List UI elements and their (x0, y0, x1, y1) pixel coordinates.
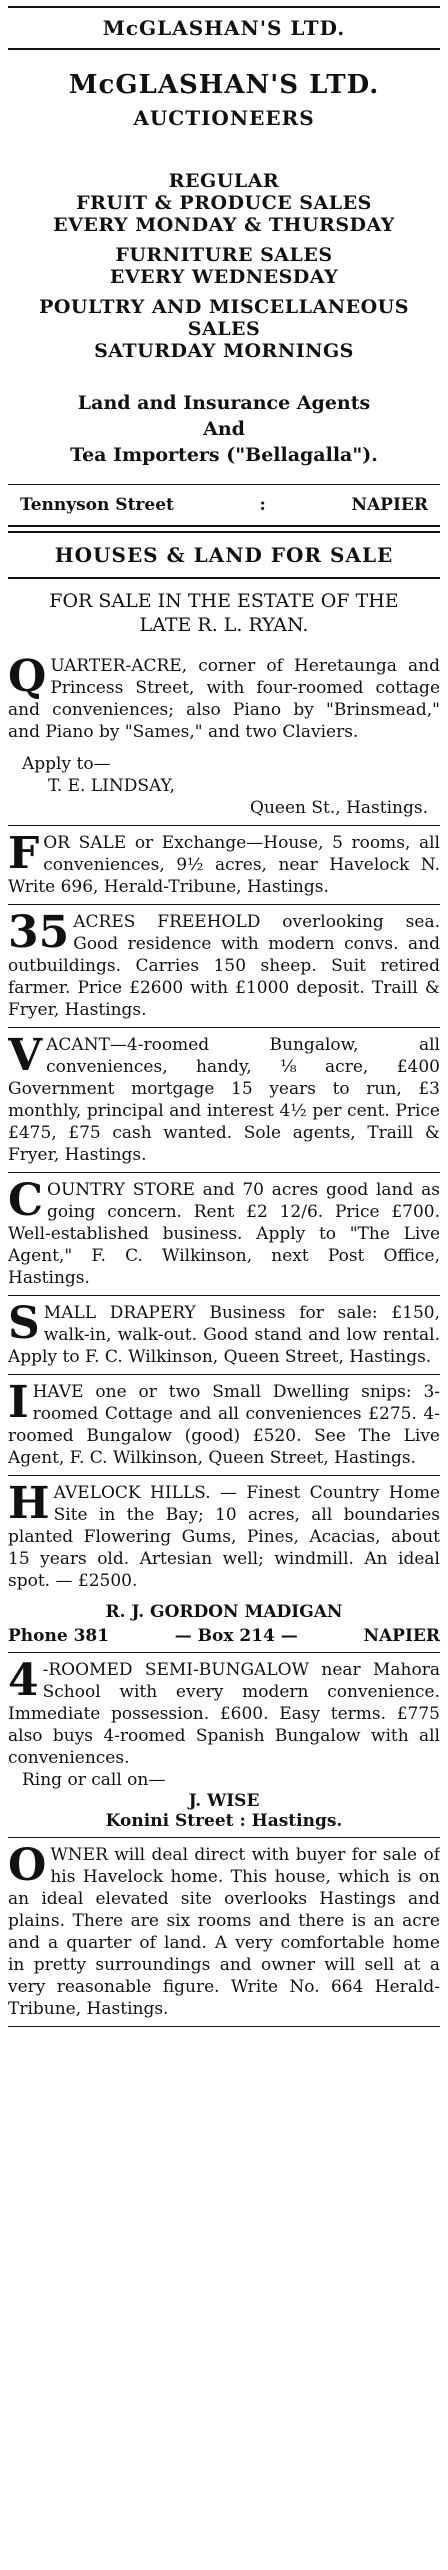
estate-title-line: FOR SALE IN THE ESTATE OF THE (49, 590, 399, 612)
drop-cap: S (8, 1302, 40, 1349)
ad-dwelling-snips (8, 1381, 440, 1469)
ad-text: OUNTRY STORE and 70 acres good land as going concern. Rent £2 12/6. Price £700. Well-established business. Apply to "The Live Agent," F. C. Wilkinson, next Post Office, Hastings. (8, 1180, 440, 1288)
rule (8, 904, 440, 905)
section-heading: HOUSES & LAND FOR SALE (54, 543, 394, 567)
agents-line: Tea Importers ("Bellagalla"). (70, 444, 378, 466)
drop-cap: 35 (8, 911, 70, 958)
drop-cap: 4 (8, 1659, 39, 1706)
town: NAPIER (351, 495, 428, 515)
sales-line: SALES (187, 318, 261, 340)
drop-cap: V (8, 1034, 43, 1081)
ad-quarter-acre (8, 655, 440, 743)
top-rule (8, 6, 440, 8)
auctioneers-heading: AUCTIONEERS (133, 106, 315, 130)
sales-line: REGULAR (168, 170, 280, 192)
rule (8, 1837, 440, 1838)
ad-havelock-hills (8, 1482, 440, 1592)
ad-text: -ROOMED SEMI-BUNGALOW near Mahora School with every modern convenience. Immediate possession. £600. Easy terms. £775 also buys 4-roomed Spanish Bungalow with all conveniences. (8, 1660, 440, 1768)
company-name: McGLASHAN'S LTD. (68, 70, 380, 100)
drop-cap: Q (8, 655, 47, 702)
rule (8, 1475, 440, 1476)
drop-cap: H (8, 1482, 50, 1529)
separator: : (259, 495, 266, 515)
ad-text: WNER will deal direct with buyer for sale of his Havelock home. This house, which is on an ideal elevated site overlooks Hastings and plains. There are six rooms and there is an acre and a quarter of land. A very comfortable home in pretty surroundings and owner will sell at a very reasonable figure. Write No. 664 Herald-Tribune, Hastings. (8, 1845, 440, 2019)
phone: Phone 381 (8, 1626, 110, 1646)
ad-for-sale (8, 832, 440, 898)
sales-line: POULTRY AND MISCELLANEOUS (39, 296, 409, 318)
estate-heading (8, 589, 440, 637)
drop-cap: F (8, 832, 40, 879)
agents-block (8, 390, 440, 468)
town: NAPIER (363, 1626, 440, 1646)
estate-title-line: LATE R. L. RYAN. (139, 614, 309, 636)
rule (8, 577, 440, 579)
madigan-contact (8, 1626, 440, 1646)
wise-name: J. WISE (188, 1791, 260, 1811)
agents-line: And (203, 418, 245, 440)
ad-text: ACANT—4-roomed Bungalow, all conveniences, handy, ⅛ acre, £400 Government mortgage 15 years to run, £3 monthly, principal and interest 4½ per cent. Price £475, £75 cash wanted. Sole agents, Traill & Fryer, Hastings. (8, 1035, 440, 1165)
wise-address: Konini Street : Hastings. (105, 1811, 343, 1831)
ad-text: MALL DRAPERY Business for sale: £150, walk-in, walk-out. Good stand and low rental. Apply to F. C. Wilkinson, Queen Street, Hastings. (8, 1303, 440, 1367)
drop-cap: I (8, 1381, 29, 1428)
rule (8, 1374, 440, 1375)
rule (8, 1652, 440, 1653)
rule (8, 1295, 440, 1296)
sales-line: FURNITURE SALES (115, 244, 333, 266)
ad-vacant (8, 1034, 440, 1166)
sales-line: EVERY MONDAY & THURSDAY (53, 214, 395, 236)
agent-name: T. E. LINDSAY, (48, 776, 176, 796)
rule (8, 484, 440, 485)
rule (8, 525, 440, 527)
ad-text: OR SALE or Exchange—House, 5 rooms, all conveniences, 9½ acres, near Havelock N. Write 696, Herald-Tribune, Hastings. (8, 833, 440, 897)
sales-block (8, 170, 440, 362)
rule (8, 825, 440, 826)
drop-cap: O (8, 1844, 47, 1891)
sales-line: EVERY WEDNESDAY (109, 266, 339, 288)
ad-35-acres (8, 911, 440, 1021)
rule (8, 1027, 440, 1028)
address-line (20, 495, 428, 515)
drop-cap: C (8, 1179, 44, 1226)
agent-address: Queen St., Hastings. (250, 798, 428, 818)
ad-text: HAVE one or two Small Dwelling snips: 3-roomed Cottage and all conveniences £275. 4-roomed Bungalow (good) £520. See The Live Agent, F. C. Wilkinson, Queen Street, Hastings. (8, 1382, 440, 1468)
masthead-small: McGLASHAN'S LTD. (102, 16, 346, 40)
rule (8, 1172, 440, 1173)
box: — Box 214 — (174, 1626, 298, 1646)
rule (8, 2026, 440, 2027)
sales-line: FRUIT & PRODUCE SALES (76, 192, 372, 214)
rule (8, 48, 440, 50)
agents-line: Land and Insurance Agents (77, 392, 371, 414)
ring-call: Ring or call on— (22, 1770, 166, 1790)
ad-semi-bungalow (8, 1659, 440, 1769)
rule (8, 531, 440, 533)
apply-to: Apply to— (22, 754, 111, 774)
ad-owner (8, 1844, 440, 2020)
ad-text: ACRES FREEHOLD overlooking sea. Good residence with modern convs. and outbuildings. Carries 150 sheep. Suit retired farmer. Price £2600 with £1000 deposit. Traill & Fryer, Hastings. (8, 912, 440, 1020)
ad-country-store (8, 1179, 440, 1289)
madigan-name: R. J. GORDON MADIGAN (105, 1602, 343, 1622)
ad-small-drapery (8, 1302, 440, 1368)
sales-line: SATURDAY MORNINGS (94, 340, 354, 362)
ad-text: AVELOCK HILLS. — Finest Country Home Site in the Bay; 10 acres, all boundaries planted Flowering Gums, Pines, Acacias, about 15 years old. Artesian well; windmill. An ideal spot. — £2500. (8, 1483, 440, 1591)
newspaper-column (0, 6, 448, 2570)
street: Tennyson Street (20, 495, 174, 515)
ad-text: UARTER-ACRE, corner of Heretaunga and Princess Street, with four-roomed cottage and conveniences; also Piano by "Brinsmead," and Piano by "Sames," and two Claviers. (8, 656, 440, 742)
